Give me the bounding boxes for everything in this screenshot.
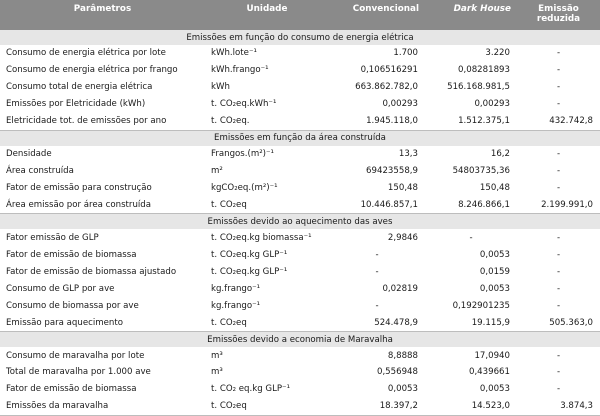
cell-unidade: kg.frango⁻¹ [211,283,261,294]
cell-parametro: Fator de emissão de biomassa [6,249,137,260]
cell-parametro: Densidade [6,149,52,160]
cell-unidade: t. CO₂eq [211,317,247,328]
cell-convencional: - [375,266,379,277]
section-title: Emissões devido a economia de Maravalha [0,332,600,348]
cell-dark-house: 0,00293 [474,99,510,110]
header-emissao-reduzida: Emissão reduzida [536,4,581,24]
cell-dark-house: 0,439661 [468,367,510,378]
cell-emissao-reduzida: - [556,300,561,311]
cell-dark-house: 16,2 [490,149,510,160]
cell-dark-house: 1.512.375,1 [458,116,510,127]
cell-dark-house: 516.168.981,5 [447,82,510,93]
table-row [0,381,600,398]
section-header [0,130,600,146]
table-row [0,45,600,62]
cell-parametro: Total de maravalha por 1.000 ave [6,367,151,378]
cell-emissao-reduzida: - [556,367,561,378]
table-row [0,79,600,96]
cell-unidade: m² [211,166,223,177]
cell-unidade: t. CO₂eq. [211,116,250,127]
cell-convencional: 0,00293 [382,99,418,110]
cell-emissao-reduzida: - [556,48,561,59]
cell-convencional: 524.478,9 [374,317,418,328]
cell-emissao-reduzida: 505.363,0 [549,317,593,328]
cell-dark-house: 0,192901235 [452,300,510,311]
cell-unidade: t. CO₂eq.kg biomassa⁻¹ [211,232,312,243]
cell-parametro: Fator de emissão para construção [6,183,152,194]
cell-parametro: Consumo de biomassa por ave [6,300,139,311]
table-row [0,96,600,113]
cell-emissao-reduzida: - [556,99,561,110]
cell-unidade: t. CO₂eq.kWh⁻¹ [211,99,277,110]
cell-unidade: t. CO₂eq [211,199,247,210]
cell-unidade: m³ [211,367,223,378]
cell-emissao-reduzida: 2.199.991,0 [541,199,593,210]
cell-emissao-reduzida: - [556,350,561,361]
cell-parametro: Emissão para aquecimento [6,317,123,328]
cell-parametro: Área construída [6,166,74,177]
cell-emissao-reduzida: - [556,166,561,177]
cell-emissao-reduzida: - [556,232,561,243]
cell-convencional: - [375,300,379,311]
cell-convencional: 10.446.857,1 [360,199,418,210]
cell-dark-house: 150,48 [479,183,510,194]
table-row [0,62,600,79]
cell-dark-house: 0,0053 [479,384,510,395]
header-parametros: Parâmetros [73,4,132,14]
table-row [0,314,600,331]
cell-emissao-reduzida: - [556,266,561,277]
cell-convencional: 0,0053 [387,384,418,395]
cell-dark-house: 0,0053 [479,283,510,294]
cell-unidade: kg.frango⁻¹ [211,300,261,311]
cell-unidade: kWh.lote⁻¹ [211,48,257,59]
cell-convencional: 2,9846 [387,232,418,243]
cell-unidade: kWh.frango⁻¹ [211,65,269,76]
cell-emissao-reduzida: - [556,65,561,76]
cell-convencional: 69423558,9 [366,166,418,177]
cell-emissao-reduzida: - [556,384,561,395]
cell-convencional: 0,106516291 [360,65,418,76]
table-row [0,364,600,381]
table-row [0,297,600,314]
cell-parametro: Fator emissão de GLP [6,232,99,243]
cell-convencional: 8,8888 [387,350,418,361]
table-row [0,146,600,163]
cell-unidade: kWh [211,82,230,93]
cell-unidade: kgCO₂eq.(m²)⁻¹ [211,183,278,194]
cell-dark-house: 0,0053 [479,249,510,260]
table-row [0,347,600,364]
header-convencional: Convencional [352,4,419,14]
table-row [0,113,600,130]
cell-emissao-reduzida: - [556,82,561,93]
table-row [0,263,600,280]
cell-parametro: Consumo de maravalha por lote [6,350,145,361]
cell-convencional: - [375,249,379,260]
table-row [0,229,600,246]
cell-dark-house: - [469,232,473,243]
cell-parametro: Fator de emissão de biomassa ajustado [6,266,177,277]
cell-dark-house: 14.523,0 [425,398,517,415]
cell-convencional: 18.397,2 [329,398,425,415]
cell-convencional: 0,02819 [382,283,418,294]
section-header [0,30,600,45]
cell-convencional: 1.945.118,0 [366,116,418,127]
table-row [0,197,600,214]
header-dark-house: Dark House [453,4,511,14]
cell-dark-house: 0,0159 [479,266,510,277]
cell-emissao-reduzida: - [556,149,561,160]
table-row [0,163,600,180]
table-row [0,280,600,297]
cell-unidade: t. CO₂eq [205,398,329,415]
cell-emissao-reduzida: - [556,283,561,294]
cell-parametro: Emissões por Eletricidade (kWh) [6,99,146,110]
cell-emissao-reduzida: - [556,249,561,260]
section-title: Emissões em função do consumo de energia elétrica [0,30,600,45]
cell-convencional: 0,556948 [376,367,418,378]
table-row [0,246,600,263]
section-header [0,214,600,230]
cell-unidade: m³ [211,350,223,361]
cell-dark-house: 0,08281893 [458,65,510,76]
cell-parametro: Consumo de energia elétrica por lote [6,48,166,59]
cell-emissao-reduzida: - [556,183,561,194]
cell-parametro: Consumo de GLP por ave [6,283,115,294]
cell-unidade: t. CO₂eq.kg GLP⁻¹ [211,249,288,260]
section-title: Emissões em função da área construída [0,130,600,146]
cell-parametro: Emissões da maravalha [0,398,205,415]
cell-emissao-reduzida: 3.874,3 [517,398,600,415]
cell-parametro: Consumo de energia elétrica por frango [6,65,178,76]
cell-dark-house: 19.115,9 [471,317,510,328]
cell-parametro: Eletricidade tot. de emissões por ano [6,116,167,127]
header-unidade: Unidade [246,4,288,14]
cell-dark-house: 3.220 [485,48,510,59]
cell-unidade: t. CO₂ eq.kg GLP⁻¹ [211,384,291,395]
cell-parametro: Consumo total de energia elétrica [6,82,153,93]
cell-convencional: 150,48 [387,183,418,194]
table-row [0,180,600,197]
cell-convencional: 13,3 [398,149,418,160]
table-row [0,398,600,415]
section-header [0,332,600,348]
cell-parametro: Área emissão por área construída [6,199,152,210]
cell-dark-house: 54803735,36 [452,166,510,177]
section-title: Emissões devido ao aquecimento das aves [0,214,600,230]
cell-parametro: Fator de emissão de biomassa [6,384,137,395]
cell-emissao-reduzida: 432.742,8 [549,116,593,127]
cell-unidade: Frangos.(m²)⁻¹ [211,149,274,160]
cell-convencional: 1.700 [393,48,418,59]
cell-dark-house: 8.246.866,1 [458,199,510,210]
table-header [0,0,600,30]
cell-unidade: t. CO₂eq.kg GLP⁻¹ [211,266,288,277]
table-body [0,30,600,415]
cell-dark-house: 17,0940 [474,350,510,361]
cell-convencional: 663.862.782,0 [355,82,418,93]
